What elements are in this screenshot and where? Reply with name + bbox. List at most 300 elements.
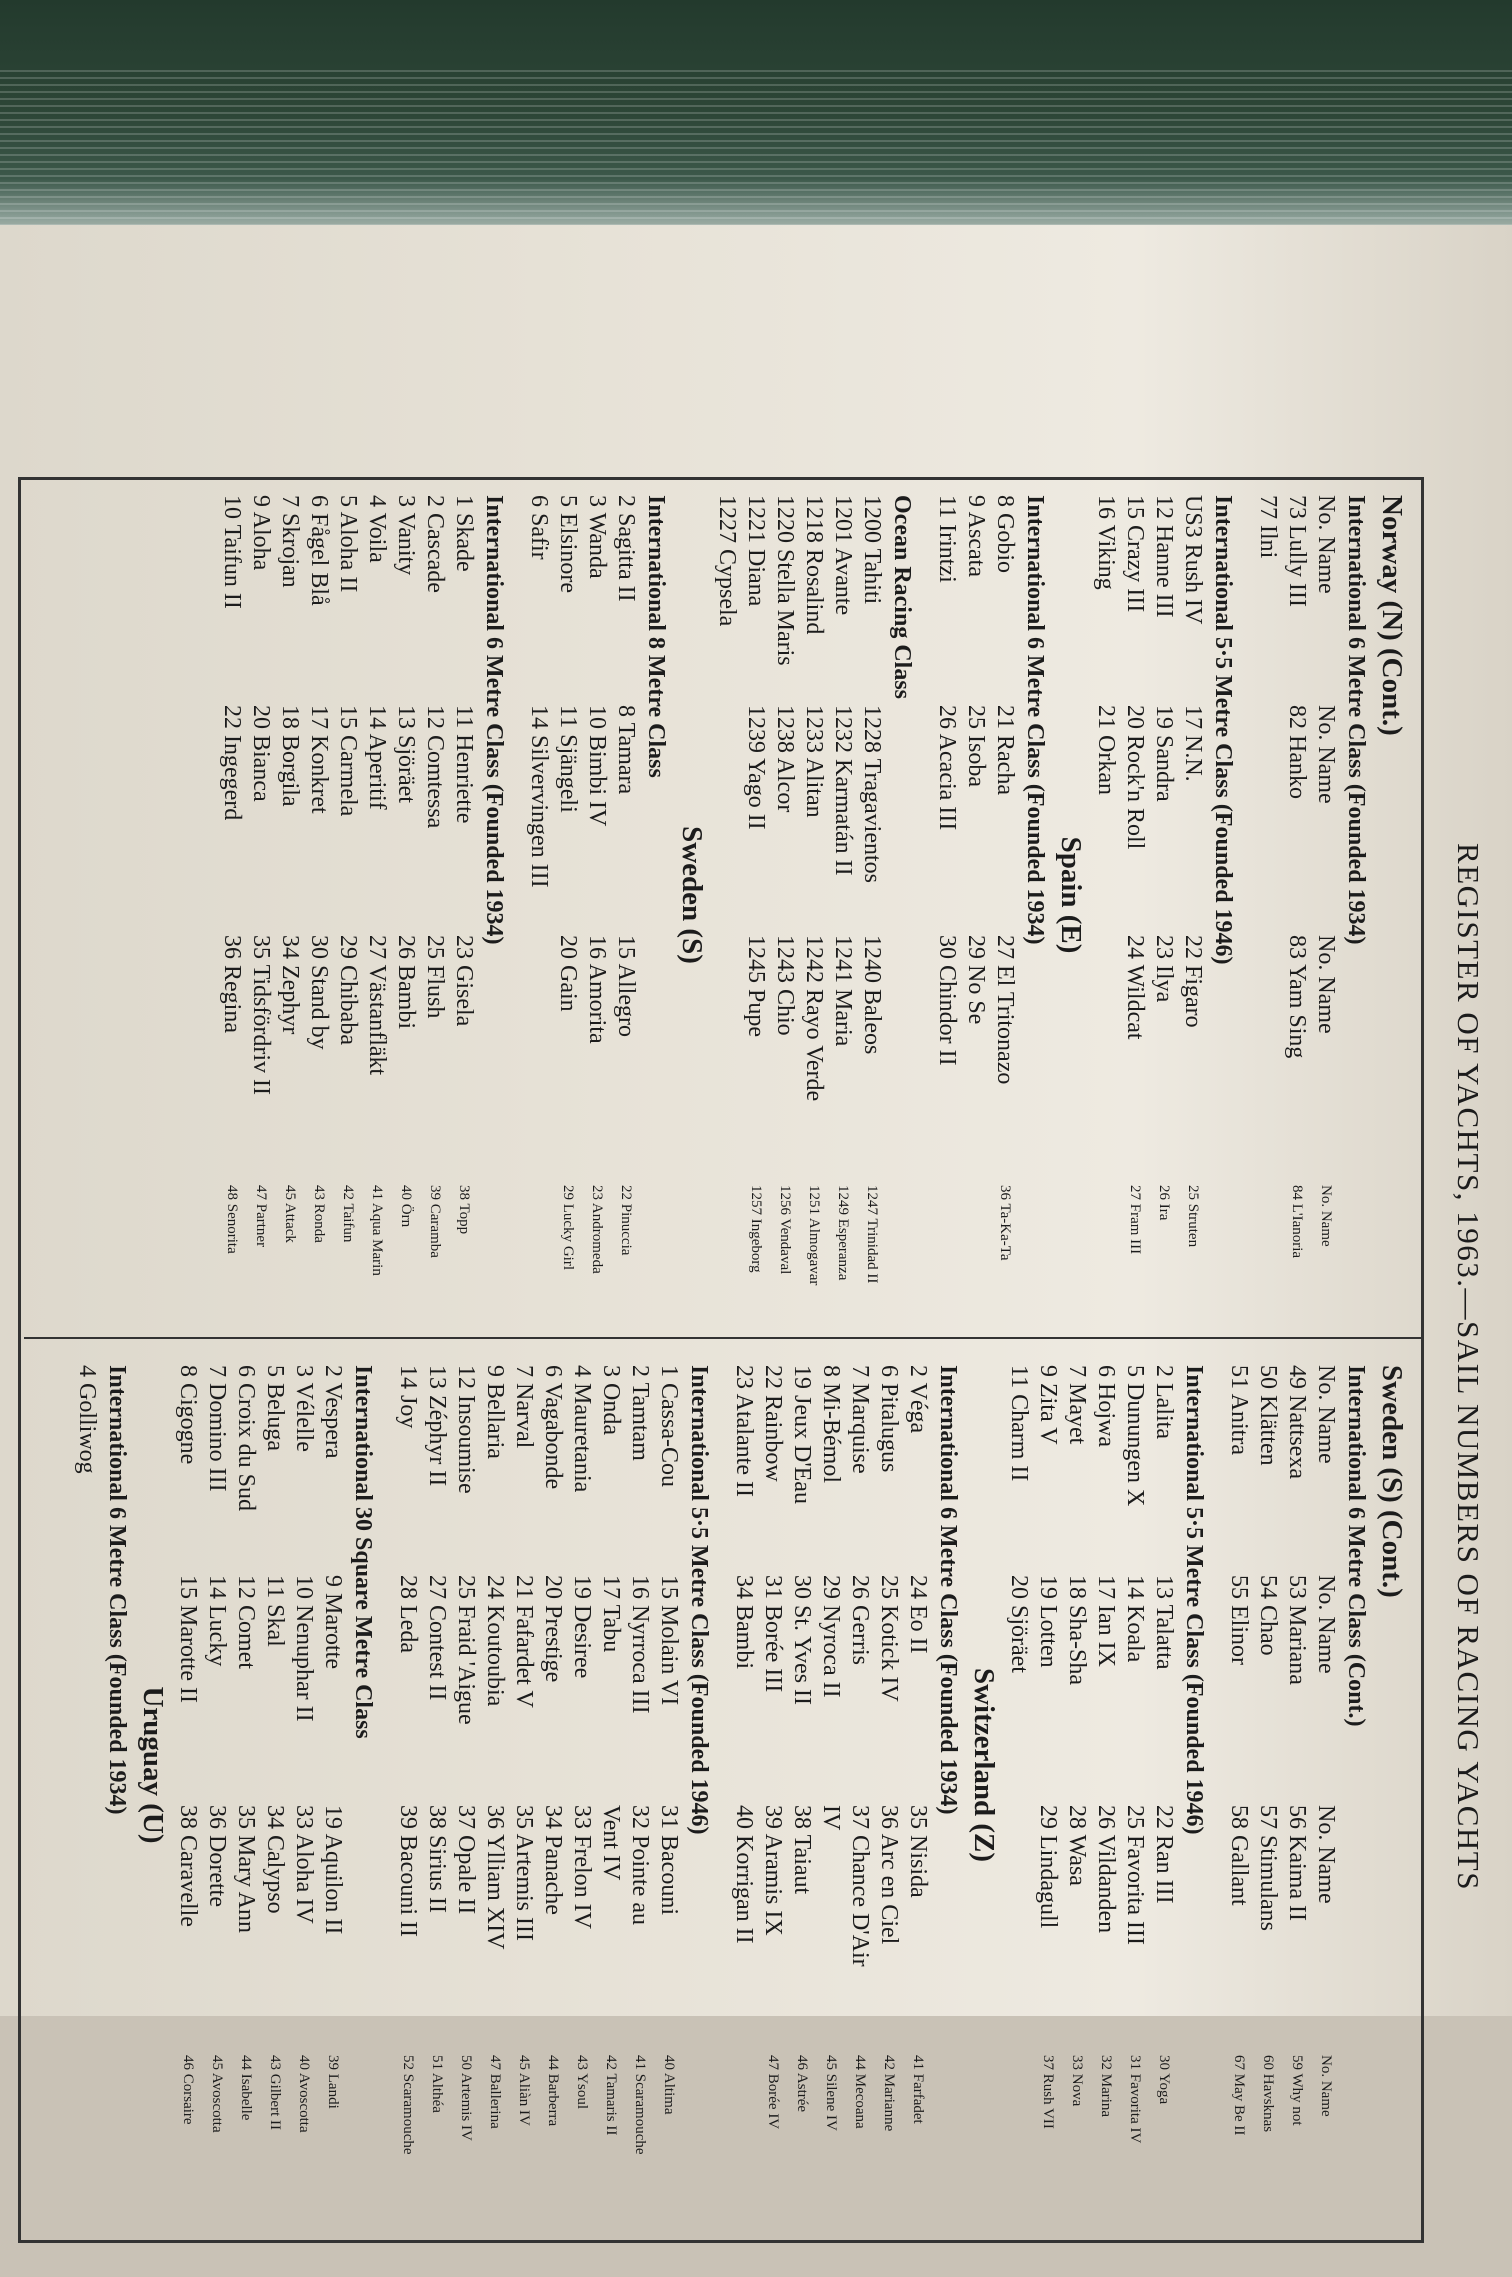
yacht-entry: 39 Aramis IX	[760, 1805, 786, 1936]
table-row	[1033, 1365, 1062, 2205]
yacht-entry: 7 Marquise	[847, 1365, 873, 1474]
table-row	[625, 1365, 654, 2205]
yacht-entry: 30 St. Yves II	[789, 1575, 815, 1706]
yacht-entry: 1243 Chio	[772, 935, 798, 1036]
yacht-entry: 60 Havsknas	[1260, 2055, 1276, 2133]
yacht-entry: 17 N.N.	[1180, 705, 1206, 782]
yacht-entry: 29 No Se	[963, 935, 989, 1025]
yacht-entry: IV	[818, 1805, 844, 1831]
yacht-entry: 55 Elinor	[1226, 1575, 1252, 1665]
yacht-entry	[72, 1575, 101, 1805]
yacht-entry: 21 Orkan	[1093, 705, 1119, 795]
table-row	[231, 1365, 260, 2205]
yacht-entry: 49 Nattsexa	[1284, 1365, 1310, 1479]
table-row	[1253, 495, 1282, 1335]
yacht-entry: 45 Attack	[282, 1185, 298, 1243]
yacht-entry: 26 Vildanden	[1093, 1805, 1119, 1934]
yacht-entry: 45 Aliàn IV	[516, 2055, 532, 2126]
yacht-entry: 29 Chibaba	[335, 935, 361, 1045]
yacht-entry: 2 Tamtam	[627, 1365, 653, 1461]
country-title: Sweden (S) (Cont.)	[1376, 1365, 1408, 1598]
yacht-entry: 43 Ysoul	[574, 2055, 590, 2110]
yacht-entry: 23 Andromeda	[589, 1185, 605, 1274]
yacht-entry: 15 Allegro	[613, 935, 639, 1037]
table-row	[1004, 1365, 1033, 2205]
yacht-entry: 41 Scaramouche	[632, 2055, 648, 2155]
yacht-entry	[1004, 2055, 1033, 2155]
table-row	[289, 1365, 318, 2205]
yacht-entry: 34 Calypso	[262, 1805, 288, 1914]
yacht-entry: 9 Aloha	[248, 495, 274, 571]
yacht-entry: 16 Nyrroca III	[627, 1575, 653, 1714]
yacht-entry: 1249 Esperanza	[835, 1185, 851, 1281]
yacht-entry: 1227 Cypsela	[714, 495, 740, 627]
yacht-entry: 8 Tamara	[613, 705, 639, 795]
yacht-entry: 6 Pitalugus	[876, 1365, 902, 1473]
yacht-entry	[1091, 935, 1120, 1185]
yacht-entry: 35 Mary Ann	[233, 1805, 259, 1933]
yacht-entry: 36 Dorette	[204, 1805, 230, 1907]
yacht-entry: 13 Zéphyr II	[424, 1365, 450, 1487]
yacht-list	[173, 1365, 347, 2205]
yacht-entry: 77 Ilni	[1255, 495, 1281, 559]
yacht-entry: 1239 Yago II	[743, 705, 769, 830]
yacht-entry: 16 Viking	[1093, 495, 1119, 590]
yacht-entry: 30 Chindor II	[934, 935, 960, 1066]
yacht-entry: 7 Skrojan	[277, 495, 303, 588]
class-heading: International 8 Metre Class	[643, 495, 669, 778]
table-row	[1178, 495, 1207, 1335]
yacht-entry: 22 Rainbow	[760, 1365, 786, 1482]
yacht-list	[524, 495, 640, 1335]
yacht-entry: No. Name	[1313, 1365, 1339, 1464]
yacht-entry: 73 Lully III	[1284, 495, 1310, 607]
yacht-entry: 24 Eo II	[905, 1575, 931, 1654]
column-divider	[24, 1337, 1424, 1339]
yacht-entry: 17 Ian IX	[1093, 1575, 1119, 1667]
yacht-entry: 22 Ran III	[1151, 1805, 1177, 1904]
table-row	[72, 1365, 101, 2205]
table-row	[596, 1365, 625, 2205]
yacht-entry: 10 Nenuphar II	[291, 1575, 317, 1722]
yacht-list	[729, 1365, 932, 2205]
yacht-entry: 16 Amorita	[584, 935, 610, 1044]
right-column	[72, 1365, 1412, 2205]
yacht-entry: 3 Vanity	[393, 495, 419, 576]
yacht-entry: 5 Beluga	[262, 1365, 288, 1451]
country-title: Norway (N) (Cont.)	[1376, 495, 1408, 736]
yacht-entry	[729, 2055, 758, 2155]
yacht-entry: 34 Panache	[540, 1805, 566, 1915]
yacht-entry: 14 Lucky	[204, 1575, 230, 1667]
yacht-entry: 25 Isoba	[963, 705, 989, 787]
yacht-entry: 26 Gerris	[847, 1575, 873, 1665]
table-row	[857, 495, 886, 1335]
yacht-entry: 9 Ascata	[963, 495, 989, 577]
yacht-entry: 23 Ilya	[1151, 935, 1177, 1003]
yacht-entry	[961, 1185, 990, 1285]
yacht-entry: 14 Joy	[395, 1365, 421, 1429]
yacht-entry: 57 Stimulans	[1255, 1805, 1281, 1932]
yacht-entry: 15 Carmela	[335, 705, 361, 817]
table-row	[333, 495, 362, 1335]
table-row	[1224, 1365, 1253, 2205]
yacht-entry: 1 Skade	[451, 495, 477, 572]
yacht-entry: 7 Mayet	[1064, 1365, 1090, 1445]
table-row	[1311, 1365, 1340, 2205]
table-row	[874, 1365, 903, 2205]
table-row	[787, 1365, 816, 2205]
table-row	[567, 1365, 596, 2205]
yacht-entry	[1091, 1185, 1120, 1285]
yacht-entry: 1251 Almogavar	[806, 1185, 822, 1286]
table-row	[828, 495, 857, 1335]
yacht-entry: 1200 Tahiti	[859, 495, 885, 605]
yacht-entry: 8 Mi-Bémol	[818, 1365, 844, 1483]
yacht-entry: 84 L'Ianoria	[1289, 1185, 1305, 1259]
yacht-entry: 7 Narval	[511, 1365, 537, 1449]
yacht-entry: US3 Rush IV	[1180, 495, 1206, 625]
rotated-page-content	[3, 457, 1488, 2277]
class-heading: International 6 Metre Class (Cont.)	[1343, 1365, 1369, 1727]
country-title: Uruguay (U)	[137, 1686, 169, 1844]
yacht-entry: 1233 Alitan	[801, 705, 827, 818]
yacht-entry: 29 Lindagull	[1035, 1805, 1061, 1929]
yacht-entry: No. Name	[1313, 705, 1339, 804]
table-row	[1253, 1365, 1282, 2205]
yacht-entry: 47 Ballerina	[487, 2055, 503, 2129]
yacht-entry: 1241 Maria	[830, 935, 856, 1047]
yacht-entry: 9 Marotte	[320, 1575, 346, 1669]
yacht-entry: 38 Topp	[456, 1185, 472, 1235]
yacht-entry: 38 Caravelle	[175, 1805, 201, 1927]
yacht-entry: 34 Bambi	[731, 1575, 757, 1669]
yacht-entry: 33 Nova	[1069, 2055, 1085, 2107]
book-page	[0, 225, 1512, 2155]
yacht-entry: 47 Borée IV	[765, 2055, 781, 2130]
yacht-entry: 1221 Diana	[743, 495, 769, 607]
yacht-entry: 58 Gallant	[1226, 1805, 1252, 1906]
yacht-entry: 1218 Rosalind	[801, 495, 827, 635]
table-row	[318, 1365, 347, 2205]
table-row	[451, 1365, 480, 2205]
table-row	[1282, 1365, 1311, 2205]
yacht-entry: 35 Tidsfördriv II	[248, 935, 274, 1096]
yacht-entry: 2 Véga	[905, 1365, 931, 1434]
yacht-entry: 7 Domino III	[204, 1365, 230, 1492]
table-row	[1091, 495, 1120, 1335]
yacht-entry: 11 Sjängeli	[555, 705, 581, 813]
table-row	[1120, 495, 1149, 1335]
yacht-entry: 56 Kaima II	[1284, 1805, 1310, 1921]
yacht-entry: 40 Avoscotta	[296, 2055, 312, 2133]
yacht-entry: 25 Kotick IV	[876, 1575, 902, 1702]
class-heading: Ocean Racing Class	[889, 495, 915, 699]
yacht-entry: 23 Atalante II	[731, 1365, 757, 1497]
yacht-list	[393, 1365, 683, 2205]
yacht-entry: 2 Lalita	[1151, 1365, 1177, 1439]
yacht-entry: 36 Arc en Ciel	[876, 1805, 902, 1945]
yacht-entry: 39 Bacouni II	[395, 1805, 421, 1937]
country-title: Sweden (S)	[676, 826, 708, 964]
yacht-entry: 1220 Stella Maris	[772, 495, 798, 666]
page-header: REGISTER OF YACHTS, 1963.—SAIL NUMBERS OF RACING YACHTS	[1451, 843, 1486, 1891]
yacht-list	[1004, 1365, 1178, 2205]
yacht-entry: Vent IV	[598, 1805, 624, 1881]
yacht-entry: 26 Ira	[1156, 1185, 1172, 1221]
yacht-entry: No. Name	[1313, 935, 1339, 1034]
yacht-entry: 43 Ronda	[311, 1185, 327, 1243]
yacht-entry: 19 Jeux D'Eau	[789, 1365, 815, 1504]
yacht-entry	[932, 1185, 961, 1285]
yacht-entry: 17 Konkret	[306, 705, 332, 814]
yacht-entry: 44 Isabelle	[238, 2055, 254, 2121]
yacht-entry: 41 Farfadet	[910, 2055, 926, 2124]
yacht-entry: 1245 Pupe	[743, 935, 769, 1037]
yacht-entry: 34 Zephyr	[277, 935, 303, 1035]
yacht-entry: 15 Molain VI	[656, 1575, 682, 1706]
yacht-entry: 36 Regina	[219, 935, 245, 1033]
yacht-entry: 13 Talatta	[1151, 1575, 1177, 1670]
yacht-entry: 8 Cigogne	[175, 1365, 201, 1465]
table-row	[524, 495, 553, 1335]
yacht-entry: 9 Bellaria	[482, 1365, 508, 1459]
yacht-entry: 22 Ingegerd	[219, 705, 245, 821]
yacht-entry: 20 Bianca	[248, 705, 274, 802]
yacht-entry: 20 Sjöräet	[1006, 1575, 1032, 1673]
yacht-entry: 25 Fraid 'Aigue	[453, 1575, 479, 1725]
yacht-entry: 67 May Be II	[1231, 2055, 1247, 2136]
table-row	[770, 495, 799, 1335]
yacht-list	[1091, 495, 1207, 1335]
yacht-entry: 82 Hanko	[1284, 705, 1310, 799]
table-row	[816, 1365, 845, 2205]
table-row	[1120, 1365, 1149, 2205]
yacht-entry: 1232 Karmatán II	[830, 705, 856, 876]
table-row	[304, 495, 333, 1335]
yacht-entry: 20 Gain	[555, 935, 581, 1012]
yacht-entry: 35 Nisida	[905, 1805, 931, 1898]
yacht-entry: 5 Elsinore	[555, 495, 581, 593]
yacht-entry: 41 Aqua Marin	[369, 1185, 385, 1276]
yacht-entry: 21 Racha	[992, 705, 1018, 795]
yacht-entry: 35 Artemis III	[511, 1805, 537, 1941]
yacht-list	[932, 495, 1019, 1335]
yacht-entry: 83 Yam Sing	[1284, 935, 1310, 1059]
yacht-entry: No. Name	[1313, 495, 1339, 594]
yacht-entry: 51 Anitra	[1226, 1365, 1252, 1455]
yacht-entry: 11 Irintzi	[934, 495, 960, 583]
yacht-entry: 18 Sha-Sha	[1064, 1575, 1090, 1685]
yacht-entry: 2 Sagitta II	[613, 495, 639, 602]
yacht-entry: 22 Pinuccia	[618, 1185, 634, 1256]
yacht-entry: 2 Vespera	[320, 1365, 346, 1459]
yacht-entry: No. Name	[1318, 2055, 1334, 2117]
yacht-entry: 42 Tamaris II	[603, 2055, 619, 2136]
yacht-entry: 44 Mecoana	[852, 2055, 868, 2129]
yacht-entry: 31 Favorita IV	[1127, 2055, 1143, 2144]
yacht-entry: 48 Senorita	[224, 1185, 240, 1254]
yacht-entry	[712, 705, 741, 935]
yacht-entry: 11 Henriette	[451, 705, 477, 824]
yacht-entry: 12 Insoumise	[453, 1365, 479, 1494]
yacht-entry: 26 Bambi	[393, 935, 419, 1029]
yacht-entry: 46 Astrée	[794, 2055, 810, 2113]
yacht-list	[217, 495, 478, 1335]
yacht-entry: No. Name	[1313, 1805, 1339, 1904]
yacht-entry: 10 Taifun II	[219, 495, 245, 609]
yacht-entry: 22 Figaro	[1180, 935, 1206, 1028]
yacht-entry: 52 Scaramouche	[400, 2055, 416, 2155]
table-row	[1091, 1365, 1120, 2205]
yacht-entry: 10 Bimbi IV	[584, 705, 610, 827]
yacht-entry: 37 Opale II	[453, 1805, 479, 1915]
table-row	[393, 1365, 422, 2205]
yacht-entry: 20 Rock'n Roll	[1122, 705, 1148, 850]
yacht-entry: 12 Comtessa	[422, 705, 448, 829]
class-heading: International 6 Metre Class (Founded 1934)	[1022, 495, 1048, 945]
yacht-entry	[712, 1185, 741, 1285]
table-row	[582, 495, 611, 1335]
yacht-entry: 25 Favorita III	[1122, 1805, 1148, 1945]
yacht-entry: 27 Västanfläkt	[364, 935, 390, 1076]
yacht-entry: 46 Corsaire	[180, 2055, 196, 2125]
yacht-entry: 45 Silene IV	[823, 2055, 839, 2131]
table-row	[1149, 495, 1178, 1335]
table-row	[729, 1365, 758, 2205]
table-row	[391, 495, 420, 1335]
table-row	[538, 1365, 567, 2205]
table-row	[217, 495, 246, 1335]
yacht-entry: 19 Aquilon II	[320, 1805, 346, 1935]
yacht-entry: 30 Yoga	[1156, 2055, 1172, 2105]
yacht-entry: 23 Gisela	[451, 935, 477, 1027]
table-row	[509, 1365, 538, 2205]
table-row	[449, 495, 478, 1335]
yacht-entry: 19 Sandra	[1151, 705, 1177, 802]
yacht-entry: 1240 Baleos	[859, 935, 885, 1055]
table-row	[845, 1365, 874, 2205]
yacht-list	[72, 1365, 101, 2205]
yacht-entry: 27 El Tritonazo	[992, 935, 1018, 1085]
yacht-entry: 4 Voila	[364, 495, 390, 563]
yacht-entry: 5 Aloha II	[335, 495, 361, 593]
yacht-entry: 28 Wasa	[1064, 1805, 1090, 1886]
yacht-entry: 19 Desiree	[569, 1575, 595, 1679]
yacht-entry	[72, 1805, 101, 2055]
yacht-entry	[72, 2055, 101, 2155]
country-title: Switzerland (Z)	[968, 1667, 1000, 1863]
page-edges	[0, 70, 1512, 240]
yacht-entry	[1253, 705, 1282, 935]
table-row	[990, 495, 1019, 1335]
yacht-entry: 32 Pointe au	[627, 1805, 653, 1925]
class-heading: International 6 Metre Class (Founded 1934)	[481, 495, 507, 945]
yacht-entry: 2 Cascade	[422, 495, 448, 593]
yacht-entry: 1238 Alcor	[772, 705, 798, 813]
table-row	[202, 1365, 231, 2205]
yacht-entry: 42 Taifun	[340, 1185, 356, 1243]
yacht-entry: 20 Prestige	[540, 1575, 566, 1683]
yacht-entry: 3 Wanda	[584, 495, 610, 579]
yacht-entry: No. Name	[1318, 1185, 1334, 1247]
yacht-entry: 1256 Vendaval	[777, 1185, 793, 1275]
yacht-entry: 3 Onda	[598, 1365, 624, 1435]
yacht-entry: 19 Lotten	[1035, 1575, 1061, 1668]
yacht-entry: No. Name	[1313, 1575, 1339, 1674]
yacht-entry: 50 Klätten	[1255, 1365, 1281, 1466]
column-headers	[1311, 1365, 1340, 2205]
table-row	[611, 495, 640, 1335]
yacht-entry	[1004, 1805, 1033, 2055]
yacht-entry: 43 Gilbert II	[267, 2055, 283, 2130]
class-heading: International 5·5 Metre Class (Founded 1946)	[1181, 1365, 1207, 1835]
yacht-entry: 11 Skal	[262, 1575, 288, 1647]
table-row	[932, 495, 961, 1335]
yacht-entry: 14 Silvervingen III	[526, 705, 552, 888]
table-row	[260, 1365, 289, 2205]
yacht-entry: 8 Gobio	[992, 495, 1018, 573]
class-heading: International 5·5 Metre Class (Founded 1946)	[686, 1365, 712, 1835]
table-row	[173, 1365, 202, 2205]
table-row	[480, 1365, 509, 2205]
yacht-entry: 47 Partner	[253, 1185, 269, 1248]
yacht-entry: 28 Leda	[395, 1575, 421, 1653]
yacht-entry: 51 Althéa	[429, 2055, 445, 2113]
yacht-entry: 40 Altima	[661, 2055, 677, 2115]
yacht-entry: 31 Borée III	[760, 1575, 786, 1693]
yacht-entry: 1247 Trinidad II	[864, 1185, 880, 1284]
yacht-entry: 25 Struten	[1185, 1185, 1201, 1248]
yacht-entry: 21 Fafardet V	[511, 1575, 537, 1708]
class-heading: International 6 Metre Class (Founded 1934)	[935, 1365, 961, 1815]
yacht-entry: 40 Örn	[398, 1185, 414, 1228]
yacht-entry: 24 Wildcat	[1122, 935, 1148, 1040]
table-row	[961, 495, 990, 1335]
yacht-entry: 36 Ylliam XIV	[482, 1805, 508, 1950]
yacht-entry: 12 Comet	[233, 1575, 259, 1669]
yacht-entry: 29 Nyroca II	[818, 1575, 844, 1698]
yacht-entry: 4 Golliwog	[74, 1365, 100, 1474]
class-heading: International 6 Metre Class (Founded 1934)	[104, 1365, 130, 1815]
yacht-entry: 39 Landi	[325, 2055, 341, 2109]
yacht-entry: 6 Fågel Blå	[306, 495, 332, 606]
country-title: Spain (E)	[1055, 836, 1087, 954]
table-row	[758, 1365, 787, 2205]
table-row	[1062, 1365, 1091, 2205]
table-row	[712, 495, 741, 1335]
yacht-entry: 42 Marianne	[881, 2055, 897, 2132]
table-row	[246, 495, 275, 1335]
yacht-entry: 32 Marina	[1098, 2055, 1114, 2118]
yacht-entry: 6 Hojwa	[1093, 1365, 1119, 1447]
yacht-entry: 1242 Rayo Verde	[801, 935, 827, 1102]
table-row	[1149, 1365, 1178, 2205]
yacht-entry: 5 Dunungen X	[1122, 1365, 1148, 1507]
yacht-entry: 33 Aloha IV	[291, 1805, 317, 1924]
yacht-entry: 36 Ta-Ka-Ta	[997, 1185, 1013, 1261]
table-row	[741, 495, 770, 1335]
yacht-entry: 44 Barberra	[545, 2055, 561, 2127]
yacht-entry: 1 Cassa-Cou	[656, 1365, 682, 1487]
yacht-entry: 1228 Tragavientos	[859, 705, 885, 884]
yacht-entry: 38 Sirius II	[424, 1805, 450, 1913]
yacht-entry: 33 Frelon IV	[569, 1805, 595, 1929]
yacht-entry: 15 Marotte II	[175, 1575, 201, 1703]
yacht-entry	[1253, 1185, 1282, 1285]
yacht-entry: 12 Hanne III	[1151, 495, 1177, 618]
yacht-entry: 40 Korrigan II	[731, 1805, 757, 1944]
